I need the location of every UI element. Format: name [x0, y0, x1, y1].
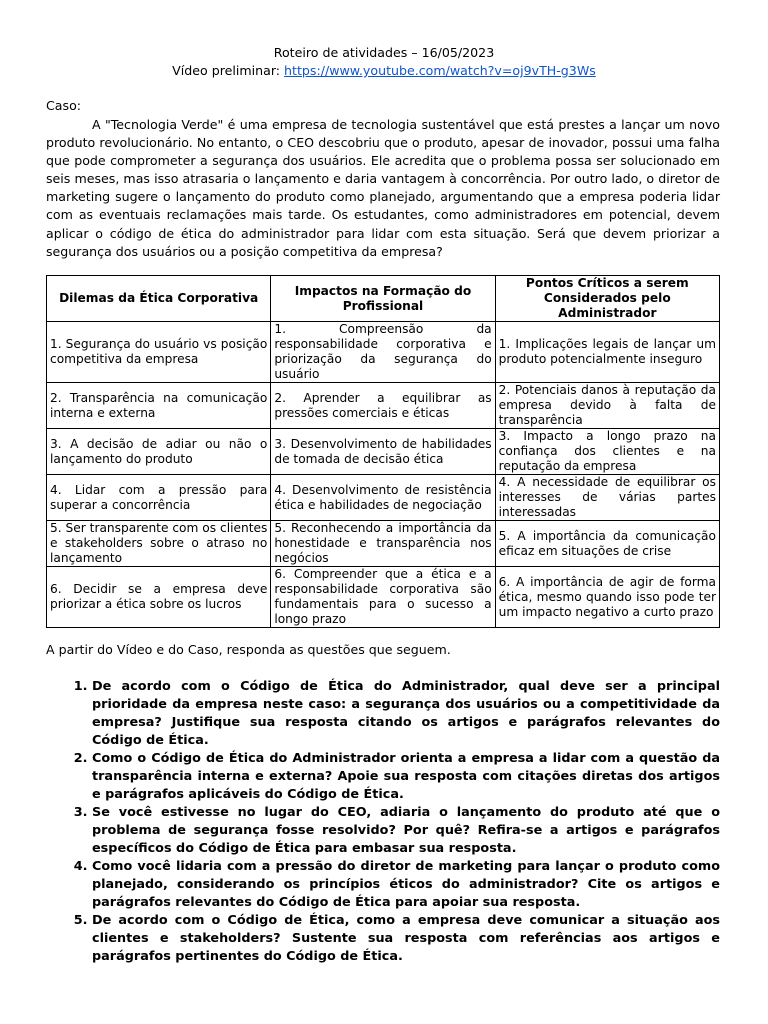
- table-header: Impactos na Formação do Profissional: [271, 276, 495, 322]
- table-cell: 5. Ser transparente com os clientes e stakeholders sobre o atraso no lançamento: [47, 521, 271, 567]
- table-header-row: [47, 276, 720, 322]
- table-cell: 6. Compreender que a ética e a responsabilidade corporativa são fundamentais para o sucesso a longo prazo: [271, 567, 495, 628]
- ethics-table: [46, 275, 720, 628]
- table-row: [47, 429, 720, 475]
- table-header: Dilemas da Ética Corporativa: [47, 276, 271, 322]
- question-item: 3. Se você estivesse no lugar do CEO, adiaria o lançamento do produto até que o problema de segurança fosse resolvido? Por quê? Refira-se a artigos e parágrafos específicos do Código de Ética para embasar sua resposta.: [92, 804, 720, 858]
- video-link[interactable]: https://www.youtube.com/watch?v=oj9vTH-g3Ws: [284, 63, 596, 78]
- table-cell: 4. A necessidade de equilibrar os interesses de várias partes interessadas: [495, 475, 719, 521]
- table-cell: 5. Reconhecendo a importância da honestidade e transparência nos negócios: [271, 521, 495, 567]
- table-row: [47, 383, 720, 429]
- table-cell: 3. A decisão de adiar ou não o lançamento do produto: [47, 429, 271, 475]
- table-cell: 3. Impacto a longo prazo na confiança dos clientes e na reputação da empresa: [495, 429, 719, 475]
- question-item: 4. Como você lidaria com a pressão do diretor de marketing para lançar o produto como planejado, considerando os princípios éticos do administrador? Cite os artigos e parágrafos relevantes do Código de Ética para apoiar sua resposta.: [92, 858, 720, 912]
- table-cell: 1. Implicações legais de lançar um produto potencialmente inseguro: [495, 322, 719, 383]
- table-row: [47, 521, 720, 567]
- table-cell: 2. Transparência na comunicação interna e externa: [47, 383, 271, 429]
- question-item: 1. De acordo com o Código de Ética do Administrador, qual deve ser a principal prioridade da empresa neste caso: a segurança dos usuários ou a competitividade da empresa? Justifique sua resposta citando os artigos e parágrafos relevantes do Código de Ética.: [92, 678, 720, 750]
- document-header: [0, 44, 768, 80]
- video-line: [0, 62, 768, 80]
- table-cell: 2. Aprender a equilibrar as pressões comerciais e éticas: [271, 383, 495, 429]
- questions-intro: A partir do Vídeo e do Caso, responda as questões que seguem.: [46, 642, 451, 657]
- question-item: 5. De acordo com o Código de Ética, como a empresa deve comunicar a situação aos clientes e stakeholders? Sustente sua resposta com referências aos artigos e parágrafos pertinentes do Código de Ética.: [92, 912, 720, 966]
- table-row: [47, 567, 720, 628]
- table-cell: 6. A importância de agir de forma ética, mesmo quando isso pode ter um impacto negativo a curto prazo: [495, 567, 719, 628]
- table-cell: 3. Desenvolvimento de habilidades de tomada de decisão ética: [271, 429, 495, 475]
- table-cell: 2. Potenciais danos à reputação da empresa devido à falta de transparência: [495, 383, 719, 429]
- video-label: Vídeo preliminar:: [172, 63, 285, 78]
- case-text: A "Tecnologia Verde" é uma empresa de tecnologia sustentável que está prestes a lançar um novo produto revolucionário. No entanto, o CEO descobriu que o produto, apesar de inovador, possui uma falha que pode comprometer a segurança dos usuários. Ele acredita que o problema possa ser solucionado em seis meses, mas isso atrasaria o lançamento e daria vantagem à concorrência. Por outro lado, o diretor de marketing sugere o lançamento do produto como planejado, argumentando que a empresa poderia lidar com as eventuais reclamações mais tarde. Os estudantes, como administradores em potencial, devem aplicar o código de ética do administrador para lidar com esta situação. Será que devem priorizar a segurança dos usuários ou a posição competitiva da empresa?: [46, 117, 720, 259]
- table-cell: 1. Segurança do usuário vs posição competitiva da empresa: [47, 322, 271, 383]
- table-cell: 4. Desenvolvimento de resistência ética e habilidades de negociação: [271, 475, 495, 521]
- document-title: Roteiro de atividades – 16/05/2023: [273, 45, 495, 60]
- table-row: [47, 322, 720, 383]
- questions-list: [46, 678, 720, 966]
- question-item: 2. Como o Código de Ética do Administrador orienta a empresa a lidar com a questão da transparência interna e externa? Apoie sua resposta com citações diretas dos artigos e parágrafos aplicáveis do Código de Ética.: [92, 750, 720, 804]
- table-cell: 5. A importância da comunicação eficaz em situações de crise: [495, 521, 719, 567]
- table-cell: 4. Lidar com a pressão para superar a concorrência: [47, 475, 271, 521]
- table-row: [47, 475, 720, 521]
- table-cell: 1. Compreensão da responsabilidade corporativa e priorização da segurança do usuário: [271, 322, 495, 383]
- table-header: Pontos Críticos a serem Considerados pelo Administrador: [495, 276, 719, 322]
- table-cell: 6. Decidir se a empresa deve priorizar a ética sobre os lucros: [47, 567, 271, 628]
- case-label: Caso:: [46, 98, 82, 113]
